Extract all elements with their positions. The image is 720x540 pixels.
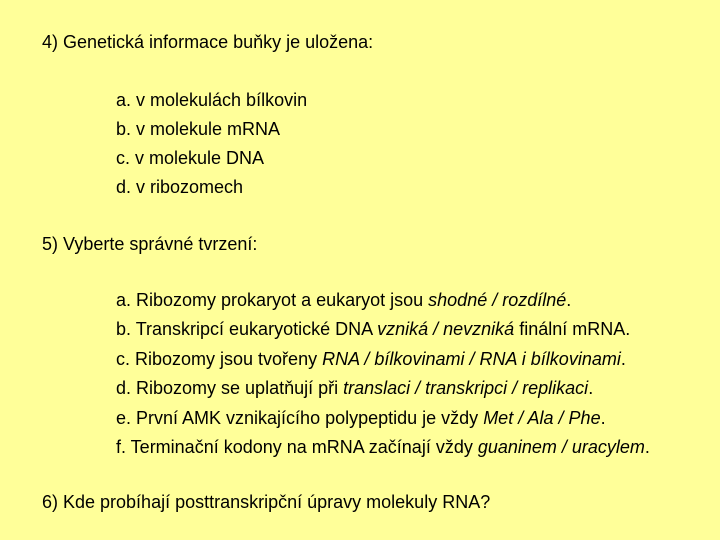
option-4d: d. v ribozomech <box>116 177 244 197</box>
statement-5b: b. Transkripcí eukaryotické DNA vzniká / nevzniká finální mRNA. <box>116 319 631 340</box>
option-4b: b. v molekule mRNA <box>116 119 281 139</box>
question-4-options <box>116 86 307 202</box>
statement-5e: e. První AMK vznikajícího polypeptidu je vždy Met / Ala / Phe. <box>116 407 606 428</box>
question-4-title: 4) Genetická informace buňky je uložena: <box>42 32 374 52</box>
statement-5a: a. Ribozomy prokaryot a eukaryot jsou shodné / rozdílné. <box>116 290 572 310</box>
question-6-title: 6) Kde probíhají posttranskripční úpravy molekuly RNA? <box>42 492 491 512</box>
option-4c: c. v molekule DNA <box>116 148 265 168</box>
statement-5f: f. Terminační kodony na mRNA začínají vždy guaninem / uracylem. <box>116 436 650 457</box>
statement-5d: d. Ribozomy se uplatňují při translaci / transkripci / replikaci. <box>116 378 594 399</box>
question-5-title: 5) Vyberte správné tvrzení: <box>42 234 258 254</box>
statement-5c: c. Ribozomy jsou tvořeny RNA / bílkovinami / RNA i bílkovinami. <box>116 348 626 369</box>
option-4a: a. v molekulách bílkovin <box>116 90 308 110</box>
question-5-statements <box>116 286 650 462</box>
